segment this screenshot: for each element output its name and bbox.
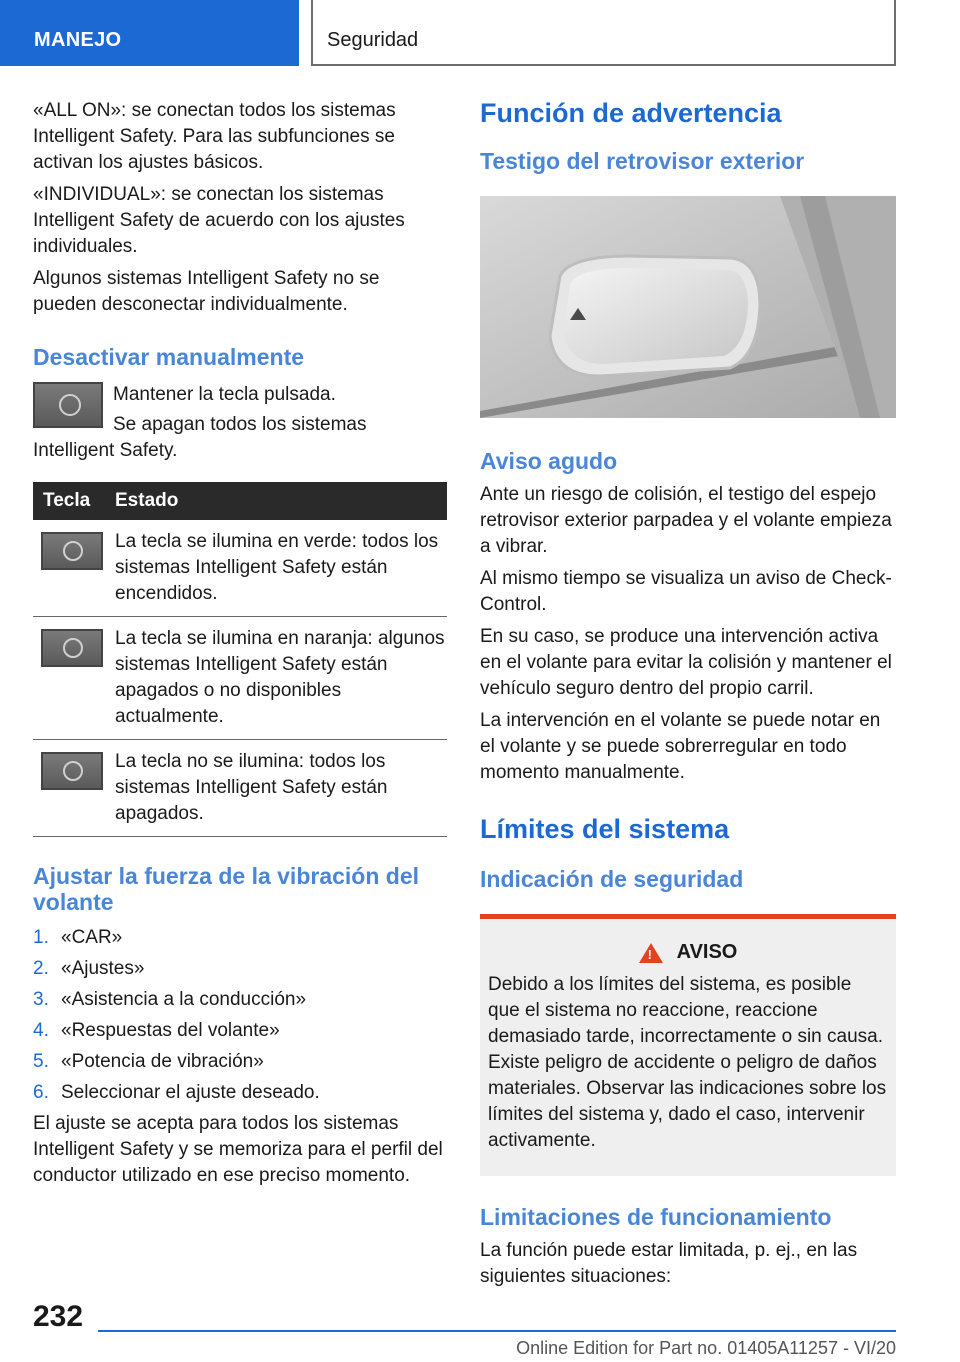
- button-off-icon: [41, 752, 103, 790]
- steps-list: [33, 925, 447, 1106]
- table-row: [33, 520, 447, 617]
- table-row: [33, 740, 447, 837]
- intelligent-safety-button-icon: [33, 382, 103, 428]
- list-item: 1. «CAR»: [33, 927, 123, 948]
- table-header-row: [33, 482, 447, 520]
- section-label: Seguridad: [327, 29, 419, 51]
- paragraph-no-desconectar: Algunos sistemas Intelligent Safety no se pueden desconectar individualmente.: [33, 268, 380, 315]
- heading-desactivar: Desactivar manualmente: [33, 344, 305, 370]
- paragraph-aviso-4: La intervención en el volante se puede notar en el volante y se puede sobrerregular en todo momento manualmente.: [480, 710, 881, 783]
- heading-limitaciones: Limitaciones de funcionamiento: [480, 1204, 832, 1230]
- table-header-tecla: Tecla: [33, 482, 115, 520]
- table-cell-estado: La tecla se ilumina en naranja: algunos sistemas Intelligent Safety están apagados o no disponibles actualmente.: [115, 617, 447, 740]
- warning-title: AVISO: [676, 941, 738, 963]
- paragraph-limitaciones: La función puede estar limitada, p. ej., en las siguientes situaciones:: [480, 1240, 858, 1287]
- list-item: 5. «Potencia de vibración»: [33, 1051, 264, 1072]
- side-mirror-illustration: [480, 196, 896, 418]
- left-column: [33, 98, 447, 1195]
- chapter-label: MANEJO: [34, 29, 122, 51]
- list-item: 4. «Respuestas del volante»: [33, 1020, 280, 1041]
- section-header: [311, 0, 896, 66]
- paragraph-individual: «INDIVIDUAL»: se conectan los sistemas Intelligent Safety de acuerdo con los ajustes individuales.: [33, 184, 405, 257]
- heading-aviso-agudo: Aviso agudo: [480, 448, 618, 474]
- warning-triangle-icon: [639, 943, 663, 963]
- warning-text: Debido a los límites del sistema, es posible que el sistema no reaccione, reaccione demasiado tarde, incorrectamente o sin causa. Existe peligro de accidente o peligro de daños materiales. Observar las indicaciones sobre los límites del sistema y, dado el caso, intervenir activamente.: [488, 974, 887, 1151]
- table-header-estado: Estado: [115, 482, 447, 520]
- warning-box: [480, 914, 896, 1176]
- heading-testigo-retrovisor: Testigo del retrovisor exterior: [480, 148, 805, 174]
- desactivar-result: Se apagan todos los sistemas Intelligent Safety.: [33, 414, 367, 461]
- list-item: 6. Seleccionar el ajuste deseado.: [33, 1082, 320, 1103]
- paragraph-aviso-2: Al mismo tiempo se visualiza un aviso de Check-Control.: [480, 568, 892, 615]
- paragraph-aviso-3: En su caso, se produce una intervención activa en el volante para evitar la colisión y mantener el vehículo seguro dentro del propio carril.: [480, 626, 892, 699]
- heading-funcion-advertencia: Función de advertencia: [480, 98, 782, 128]
- paragraph-all-on: «ALL ON»: se conectan todos los sistemas Intelligent Safety. Para las subfunciones se activan los ajustes básicos.: [33, 100, 396, 173]
- table-row: [33, 617, 447, 740]
- right-column: [480, 98, 896, 1296]
- paragraph-aviso-1: Ante un riesgo de colisión, el testigo del espejo retrovisor exterior parpadea y el volante empieza a vibrar.: [480, 484, 892, 557]
- heading-ajustar-vibracion: Ajustar la fuerza de la vibración del volante: [33, 863, 420, 915]
- edition-note: Online Edition for Part no. 01405A11257 - VI/20: [516, 1338, 896, 1358]
- chapter-tab: [0, 0, 299, 66]
- button-orange-icon: [41, 629, 103, 667]
- footer-divider: [98, 1330, 896, 1332]
- table-cell-estado: La tecla no se ilumina: todos los sistemas Intelligent Safety están apagados.: [115, 740, 447, 837]
- list-item: 2. «Ajustes»: [33, 958, 145, 979]
- status-table: [33, 482, 447, 837]
- page-number: 232: [33, 1300, 84, 1333]
- table-cell-estado: La tecla se ilumina en verde: todos los sistemas Intelligent Safety están encendidos.: [115, 520, 447, 617]
- warning-header: [488, 941, 888, 964]
- heading-limites-sistema: Límites del sistema: [480, 814, 730, 844]
- button-green-icon: [41, 532, 103, 570]
- mirror-image: [480, 196, 896, 418]
- heading-indicacion-seguridad: Indicación de seguridad: [480, 866, 744, 892]
- list-item: 3. «Asistencia a la conducción»: [33, 989, 307, 1010]
- paragraph-ajuste-final: El ajuste se acepta para todos los sistemas Intelligent Safety y se memoriza para el perfil del conductor utilizado en ese preciso momento.: [33, 1113, 443, 1186]
- desactivar-block: [33, 382, 447, 464]
- desactivar-instruction: Mantener la tecla pulsada.: [113, 384, 336, 405]
